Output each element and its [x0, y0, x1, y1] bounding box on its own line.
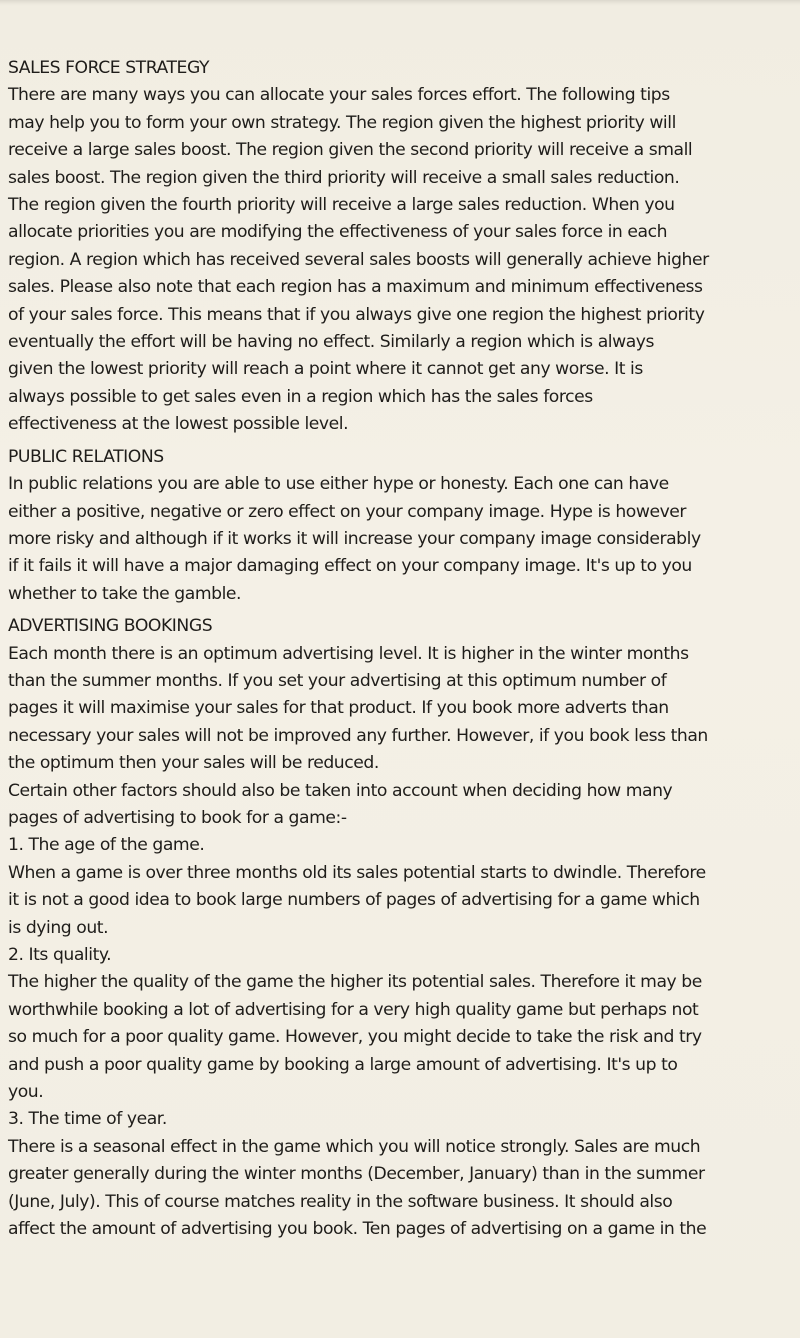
paragraph — [8, 832, 794, 859]
paragraph — [8, 1106, 794, 1133]
text-line: worthwhile booking a lot of advertising for a very high quality game but perhaps not — [8, 999, 699, 1020]
paragraph — [8, 471, 794, 608]
paragraph — [8, 942, 794, 969]
text-line: than the summer months. If you set your advertising at this optimum number of — [8, 670, 667, 691]
text-line: 3. The time of year. — [8, 1109, 167, 1130]
text-line: When a game is over three months old its sales potential starts to dwindle. Therefore — [8, 862, 706, 883]
text-line: Certain other factors should also be taken into account when deciding how many — [8, 780, 673, 801]
section-heading: PUBLIC RELATIONS — [8, 446, 164, 467]
text-line: either a positive, negative or zero effect on your company image. Hype is however — [8, 501, 687, 522]
text-line: so much for a poor quality game. However, you might decide to take the risk and try — [8, 1027, 702, 1048]
text-line: it is not a good idea to book large numbers of pages of advertising for a game which — [8, 890, 700, 911]
paragraph — [8, 641, 794, 778]
text-line: eventually the effort will be having no effect. Similarly a region which is always — [8, 332, 655, 353]
paragraph — [8, 860, 794, 942]
paragraph — [8, 1134, 794, 1244]
section-sales-force-strategy — [8, 55, 794, 439]
text-line: more risky and although if it works it will increase your company image considerably — [8, 528, 701, 549]
text-line: of your sales force. This means that if you always give one region the highest priority — [8, 304, 705, 325]
text-line: There are many ways you can allocate your sales forces effort. The following tips — [8, 85, 670, 106]
text-line: 2. Its quality. — [8, 945, 112, 965]
text-line: the optimum then your sales will be reduced. — [8, 753, 379, 774]
text-line: receive a large sales boost. The region given the second priority will receive a small — [8, 140, 693, 161]
text-line: Each month there is an optimum advertising level. It is higher in the winter months — [8, 643, 689, 664]
text-line: region. A region which has received several sales boosts will generally achieve higher — [8, 249, 709, 270]
text-line: sales. Please also note that each region has a maximum and minimum effectiveness — [8, 277, 703, 298]
text-line: always possible to get sales even in a region which has the sales forces — [8, 386, 593, 407]
text-line: In public relations you are able to use either hype or honesty. Each one can have — [8, 474, 669, 495]
text-line: pages it will maximise your sales for that product. If you book more adverts than — [8, 698, 669, 719]
text-line: may help you to form your own strategy. The region given the highest priority will — [8, 112, 676, 133]
text-line: you. — [8, 1082, 44, 1103]
paragraph — [8, 969, 794, 1106]
text-line: if it fails it will have a major damaging effect on your company image. It's up to you — [8, 556, 692, 577]
section-public-relations — [8, 444, 794, 608]
paragraph — [8, 82, 794, 438]
text-line: whether to take the gamble. — [8, 583, 242, 604]
section-heading: SALES FORCE STRATEGY — [8, 58, 210, 78]
text-line: The higher the quality of the game the higher its potential sales. Therefore it may be — [8, 972, 702, 993]
page-top-edge — [0, 0, 800, 6]
document-body — [8, 55, 794, 1248]
text-line: effectiveness at the lowest possible level. — [8, 414, 349, 435]
text-line: greater generally during the winter months (December, January) than in the summer — [8, 1164, 705, 1185]
text-line: necessary your sales will not be improved any further. However, if you book less than — [8, 725, 708, 746]
text-line: and push a poor quality game by booking a large amount of advertising. It's up to — [8, 1054, 678, 1075]
text-line: given the lowest priority will reach a point where it cannot get any worse. It is — [8, 359, 643, 380]
text-line: sales boost. The region given the third priority will receive a small sales reduction. — [8, 167, 680, 188]
text-line: affect the amount of advertising you book. Ten pages of advertising on a game in the — [8, 1219, 707, 1240]
text-line: pages of advertising to book for a game:- — [8, 807, 347, 828]
text-line: There is a seasonal effect in the game which you will notice strongly. Sales are much — [8, 1136, 701, 1157]
text-line: allocate priorities you are modifying the effectiveness of your sales force in each — [8, 222, 668, 243]
section-advertising-bookings — [8, 613, 794, 1243]
text-line: The region given the fourth priority will receive a large sales reduction. When you — [8, 195, 675, 216]
paragraph — [8, 778, 794, 833]
text-line: is dying out. — [8, 917, 109, 938]
text-line: 1. The age of the game. — [8, 835, 205, 856]
text-line: (June, July). This of course matches reality in the software business. It should also — [8, 1191, 673, 1212]
section-heading: ADVERTISING BOOKINGS — [8, 616, 213, 637]
